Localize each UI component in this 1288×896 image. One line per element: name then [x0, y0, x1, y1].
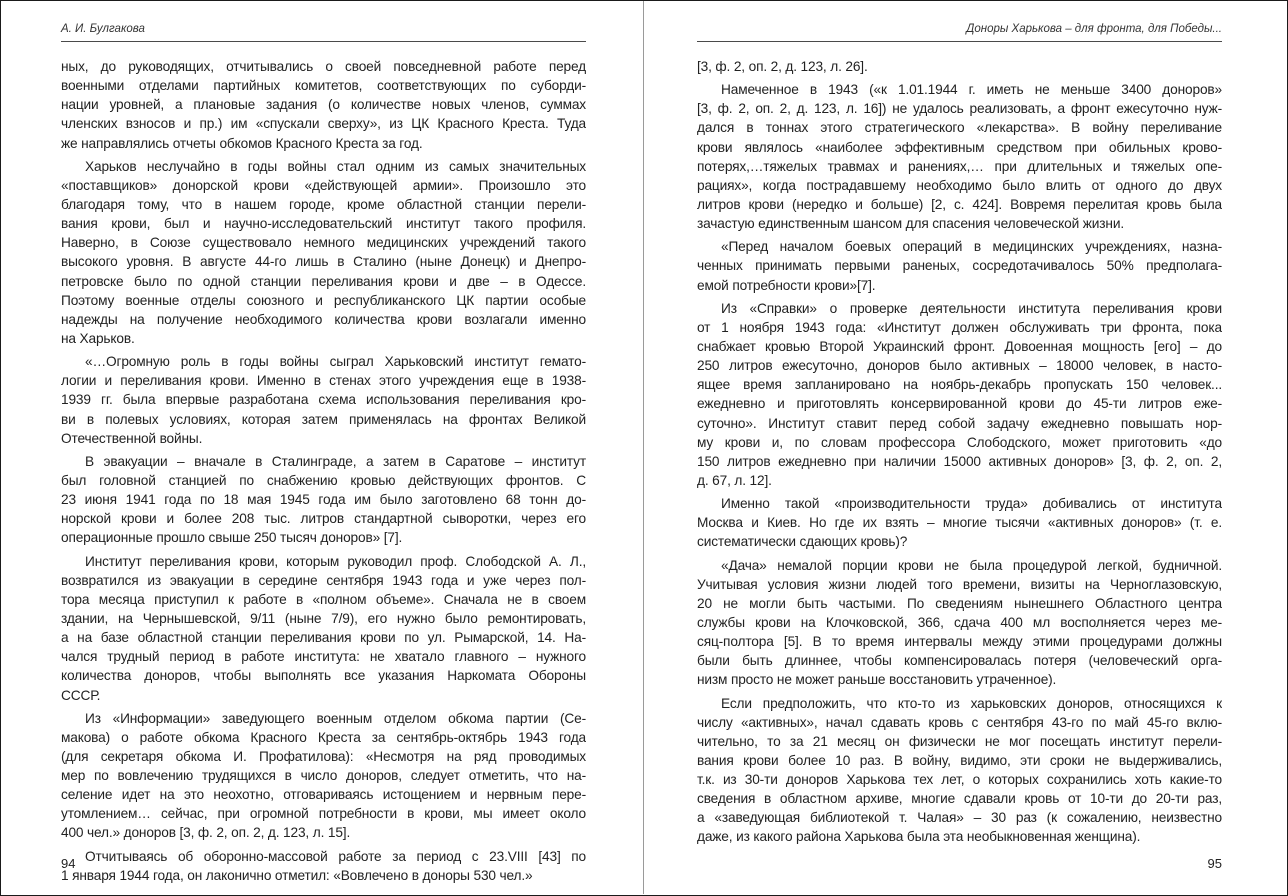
- text-line: Если предположить, что кто-то из харьковских доноров, относящихся к: [721, 695, 1222, 711]
- right-running-header: Доноры Харькова – для фронта, для Победы...: [697, 23, 1222, 42]
- text-line: числу «активных», начал сдавать кровь с сентября 43-го по май 45-го вклю-: [697, 714, 1222, 730]
- text-line: даже, из какого района Харькова была эта необыкновенная женщина).: [697, 829, 1141, 845]
- paragraph: [61, 352, 586, 448]
- text-line: были быть длиннее, чтобы компенсировалась потеря (человеческий орга-: [697, 653, 1222, 669]
- text-line: макова) о работе обкома Красного Креста за сентябрь-октябрь 1943 года: [61, 729, 586, 745]
- text-line: ящее время запланировано на ноябрь-декабрь пропускать 150 человек...: [697, 377, 1222, 393]
- text-line: норской крови и более 208 тыс. литров стандартной сыворотки, через его: [61, 511, 586, 527]
- text-line: военными отделами партийных комитетов, соответствующих по суборди-: [61, 78, 586, 94]
- text-line: селение идет на это неохотно, отговариваясь истощением и нервным пере-: [61, 787, 586, 803]
- text-line: 150 литров ежедневно при наличии 15000 активных доноров» [3, ф. 2, оп. 2,: [697, 453, 1222, 469]
- text-line: систематически сдающих кровь)?: [697, 534, 908, 550]
- text-line: сведения в областном архиве, многие сдавали кровь от 10-ти до 20-ти раз,: [697, 791, 1222, 807]
- text-line: Из «Информации» заведующего военным отделом обкома партии (Се-: [85, 710, 586, 726]
- text-line: тора месяца приступил к работе в «полном объеме». Сначала не в своем: [61, 591, 586, 607]
- left-page: [61, 0, 586, 896]
- text-line: чительно, то за 21 месяц он физически не мог посещать институт перели-: [697, 733, 1222, 749]
- text-line: Учитывая условия жизни людей того времени, визиты на Черноглазовскую,: [697, 576, 1222, 592]
- text-line: 23 июня 1941 года по 18 мая 1945 года им было заготовлено 68 тонн до-: [61, 492, 586, 508]
- text-line: крови являлось «наиболее эффективным средством при обильных крово-: [697, 139, 1222, 155]
- text-line: логии и переливания крови. Именно в стенах этого учреждения еще в 1938-: [61, 373, 586, 389]
- text-line: а «заведующая библиотекой т. Чалая» – 30 раз (к сожалению, неизвестно: [697, 810, 1222, 826]
- text-line: 250 литров ежесуточно, доноров было активных – 18000 человек, в насто-: [697, 358, 1222, 374]
- text-line: возвратился из эвакуации в середине сентября 1943 года и уже через пол-: [61, 572, 586, 588]
- text-line: вания крови более 10 раз. В войну, видимо, эти сроки не выдерживались,: [697, 752, 1222, 768]
- text-line: ченных принимать первыми раненых, сосредотачивалось 50% предполага-: [697, 258, 1222, 274]
- text-line: 1 января 1944 года, он лаконично отметил: «Вовлечено в доноры 530 чел.»: [61, 867, 533, 883]
- text-line: вания крови, был и научно-исследовательский институт такого профиля.: [61, 216, 586, 232]
- text-line: чался трудный период в работе института: не хватало главного – нужного: [61, 649, 586, 665]
- text-line: Именно такой «производительности труда» добивались от института: [721, 496, 1222, 512]
- left-page-body: [61, 57, 586, 885]
- right-page-number: 95: [1207, 856, 1222, 871]
- text-line: а на базе областной станции переливания крови по ул. Рымарской, 14. На-: [61, 630, 586, 646]
- text-line: СССР.: [61, 687, 101, 703]
- text-line: службы крови на Клочковской, 366, сдача 400 мл восполняется через ме-: [697, 614, 1222, 630]
- text-line: членских взносов и пр.) им «спускали сверху», из ЦК Красного Креста. Туда: [61, 116, 586, 132]
- text-line: му крови и, по словам профессора Слободского, может приготовить «до: [697, 434, 1222, 450]
- text-line: на Харьков.: [61, 330, 135, 346]
- text-line: зачастую единственным шансом для спасения человеческой жизни.: [697, 216, 1124, 232]
- text-line: В эвакуации – вначале в Сталинграде, а затем в Саратове – институт: [85, 453, 586, 469]
- paragraph: [697, 80, 1222, 233]
- text-line: Из «Справки» о проверке деятельности института переливания крови: [721, 300, 1222, 316]
- paragraph: [697, 556, 1222, 690]
- paragraph: [697, 694, 1222, 847]
- text-line: Институт переливания крови, которым руководил проф. Слободской А. Л.,: [85, 553, 586, 569]
- text-line: дался в тоннах этого стратегического «лекарства». В войну переливание: [697, 120, 1222, 136]
- text-line: ежедневно и приготовлять консервированной крови до 45-ти литров еже-: [697, 396, 1222, 412]
- text-line: «Дача» немалой порции крови не была процедурой легкой, будничной.: [721, 557, 1222, 573]
- text-line: мер по вовлечению трудящихся в число доноров, следует отметить, что на-: [61, 768, 586, 784]
- text-line: Намеченное в 1943 («к 1.01.1944 г. иметь не меньше 3400 доноров»: [721, 82, 1222, 98]
- text-line: надежды на получение необходимого количества крови возлагали именно: [61, 311, 586, 327]
- paragraph: [61, 57, 586, 153]
- text-line: «…Огромную роль в годы войны сыграл Харьковский институт гемато-: [85, 354, 586, 370]
- text-line: [3, ф. 2, оп. 2, д. 123, л. 26].: [697, 59, 868, 74]
- text-line: количества доноров, чтобы выполнять все указания Наркомата Обороны: [61, 668, 586, 684]
- text-line: благодаря тому, что в нашем городе, кроме областной станции перели-: [61, 196, 586, 212]
- text-line: петровске было по одной станции переливания крови и две – в Одессе.: [61, 273, 586, 289]
- text-line: «поставщиков» донорской крови «действующей армии». Произошло это: [61, 177, 586, 193]
- text-line: низм просто не может раньше восстановить утраченное).: [697, 672, 1057, 688]
- paragraph: [697, 237, 1222, 294]
- text-line: 400 чел.» доноров [3, ф. 2, оп. 2, д. 123, л. 15].: [61, 825, 351, 841]
- text-line: Наверно, в Союзе существовало немного медицинских учреждений такого: [61, 235, 586, 251]
- paragraph: [697, 57, 1222, 76]
- text-line: д. 67, л. 12].: [697, 472, 772, 488]
- text-line: Поэтому военные отделы союзного и республиканского ЦК партии особые: [61, 292, 586, 308]
- book-spine: [643, 1, 644, 894]
- paragraph: [61, 847, 586, 885]
- text-line: от 1 ноября 1943 года: «Институт должен обслуживать три фронта, пока: [697, 319, 1222, 335]
- text-line: (для секретаря обкома И. Профатилова): «Несмотря на ряд проводимых: [61, 748, 586, 764]
- text-line: рациях», когда пострадавшему необходимо было влить от одного до двух: [697, 177, 1222, 193]
- text-line: утомлением… сейчас, при огромной потребности в крови, мы имеет около: [61, 806, 586, 822]
- paragraph: [61, 452, 586, 548]
- text-line: потерях,…тяжелых травмах и ранениях,… при длительных и тяжелых опе-: [697, 158, 1222, 174]
- text-line: «Перед началом боевых операций в медицинских учреждениях, назна-: [721, 239, 1222, 255]
- text-line: [3, ф. 2, оп. 2, д. 123, л. 16]) не удалось реализовать, а фронт ежесуточно нуж-: [697, 101, 1222, 117]
- text-line: ных, до руководящих, отчитывались о своей повседневной работе перед: [61, 59, 586, 74]
- text-line: Харьков неслучайно в годы войны стал одним из самых значительных: [85, 158, 586, 174]
- text-line: ви в полевых условиях, которая затем применялась на фронтах Великой: [61, 411, 586, 427]
- text-line: высокого уровня. В августе 44-го лишь в Сталино (ныне Донецк) и Днепро-: [61, 254, 586, 270]
- text-line: операционные прошло свыше 250 тысяч доноров» [7].: [61, 530, 403, 546]
- text-line: Отечественной войны.: [61, 430, 203, 446]
- right-page: [697, 0, 1222, 896]
- text-line: емой потребности крови»[7].: [697, 277, 876, 293]
- text-line: литров крови (нередко и больше) [2, с. 424]. Вовремя перелитая кровь была: [697, 196, 1222, 212]
- paragraph: [61, 157, 586, 348]
- paragraph: [697, 494, 1222, 551]
- text-line: снабжает кровью Второй Украинский фронт. Довоенная мощность [его] – до: [697, 338, 1222, 354]
- text-line: т.к. из 30-ти доноров Харькова тех лет, о которых сохранились хоть какие-то: [697, 772, 1222, 788]
- text-line: был головной станцией по снабжению кровью действующих фронтов. С: [61, 472, 586, 488]
- text-line: сяц-полтора [5]. В то время интервалы между этими процедурами должны: [697, 634, 1222, 650]
- text-line: нации уровней, а плановые задания (о количестве новых членов, суммах: [61, 97, 586, 113]
- paragraph: [61, 552, 586, 705]
- paragraph: [61, 709, 586, 843]
- text-line: Москва и Киев. Но где их взять – многие тысячи «активных доноров» (т. е.: [697, 515, 1222, 531]
- left-running-header: А. И. Булгакова: [61, 23, 586, 42]
- text-line: 1939 гг. была впервые разработана схема использования переливания кро-: [61, 392, 586, 408]
- text-line: здании, на Чернышевской, 9/11 (ныне 7/9), его нужно было ремонтировать,: [61, 610, 586, 626]
- text-line: же направлялись отчеты обкомов Красного Креста за год.: [61, 135, 423, 151]
- left-page-number: 94: [61, 856, 76, 871]
- text-line: 20 не могли быть частыми. По сведениям нынешнего Областного центра: [697, 595, 1222, 611]
- paragraph: [697, 299, 1222, 490]
- right-page-body: [697, 57, 1222, 847]
- text-line: Отчитываясь об оборонно-массовой работе за период с 23.VIII [43] по: [85, 848, 586, 864]
- text-line: суточно». Институт ставит перед собой задачу ежедневно повышать нор-: [697, 415, 1222, 431]
